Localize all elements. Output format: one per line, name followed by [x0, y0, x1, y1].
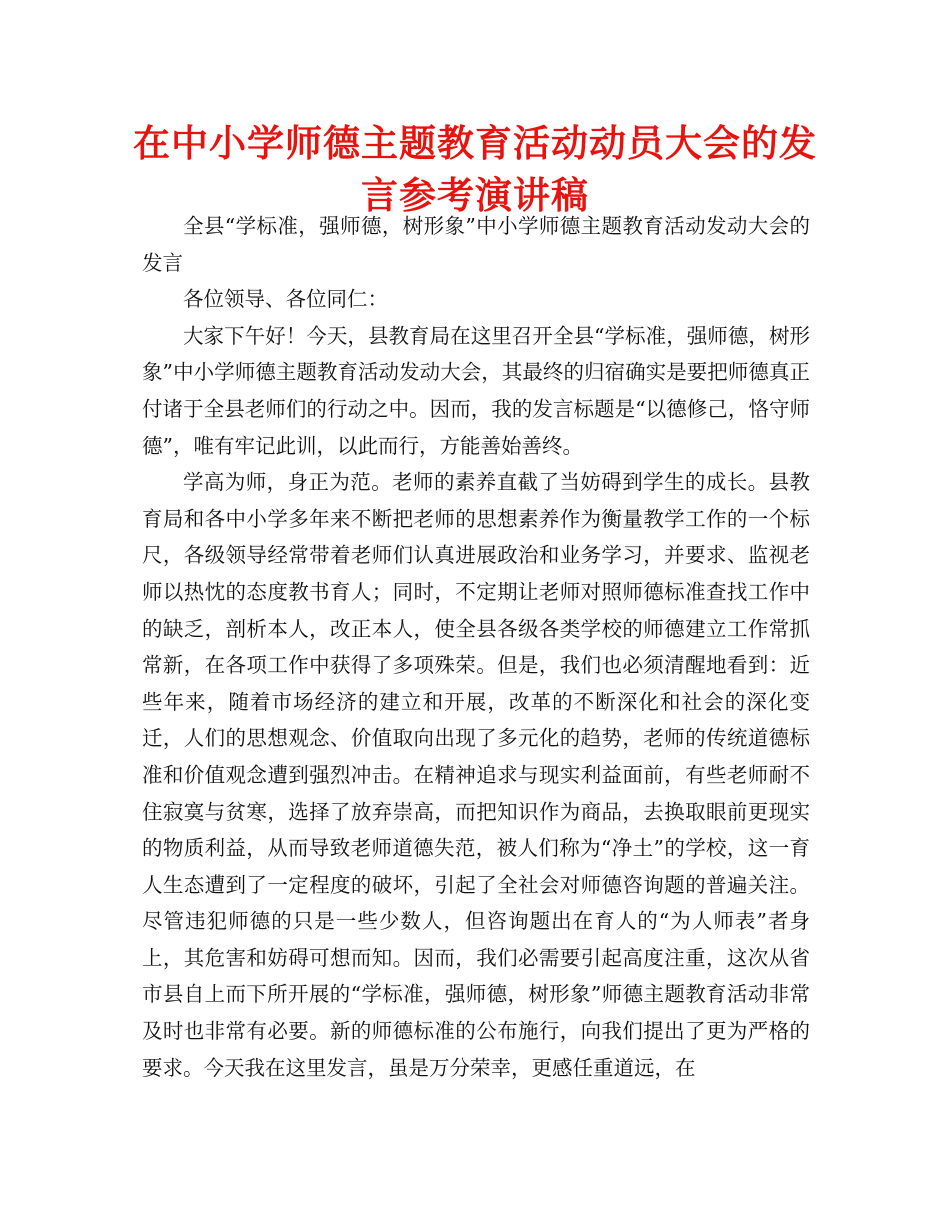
paragraph-subtitle: 全县“学标准，强师德，树形象”中小学师德主题教育活动发动大会的发言: [142, 214, 810, 275]
paragraph-opening: 大家下午好！今天，县教育局在这里召开全县“学标准，强师德，树形象”中小学师德主题教育活动发动大会，其最终的归宿确实是要把师德真正付诸于全县老师们的行动之中。因而，我的发言标题是“以德修己，恪守师德”，唯有牢记此训，以此而行，方能善始善终。: [142, 323, 810, 458]
paragraph-salutation: 各位领导、各位同仁：: [183, 287, 388, 312]
document-title: 在中小学师德主题教育活动动员大会的发言参考演讲稿: [133, 122, 817, 217]
document-body: [142, 208, 810, 1086]
paragraph-main: 学高为师，身正为范。老师的素养直截了当妨碍到学生的成长。县教育局和各中小学多年来不断把老师的思想素养作为衡量教学工作的一个标尺，各级领导经常带着老师们认真进展政治和业务学习，并要求、监视老师以热忱的态度教书育人；同时，不定期让老师对照师德标准查找工作中的缺乏，剖析本人，改正本人，使全县各级各类学校的师德建立工作常抓常新，在各项工作中获得了多项殊荣。但是，我们也必须清醒地看到：近些年来，随着市场经济的建立和开展，改革的不断深化和社会的深化变迁，人们的思想观念、价值取向出现了多元化的趋势，老师的传统道德标准和价值观念遭到强烈冲击。在精神追求与现实利益面前，有些老师耐不住寂寞与贫寒，选择了放弃崇高，而把知识作为商品，去换取眼前更现实的物质利益，从而导致老师道德失范，被人们称为“净土”的学校，这一育人生态遭到了一定程度的破坏，引起了全社会对师德咨询题的普遍关注。尽管违犯师德的只是一些少数人，但咨询题出在育人的“为人师表”者身上，其危害和妨碍可想而知。因而，我们必需要引起高度注重，这次从省市县自上而下所开展的“学标准，强师德，树形象”师德主题教育活动非常及时也非常有必要。新的师德标准的公布施行，向我们提出了更为严格的要求。今天我在这里发言，虽是万分荣幸，更感任重道远，在: [142, 470, 810, 1080]
